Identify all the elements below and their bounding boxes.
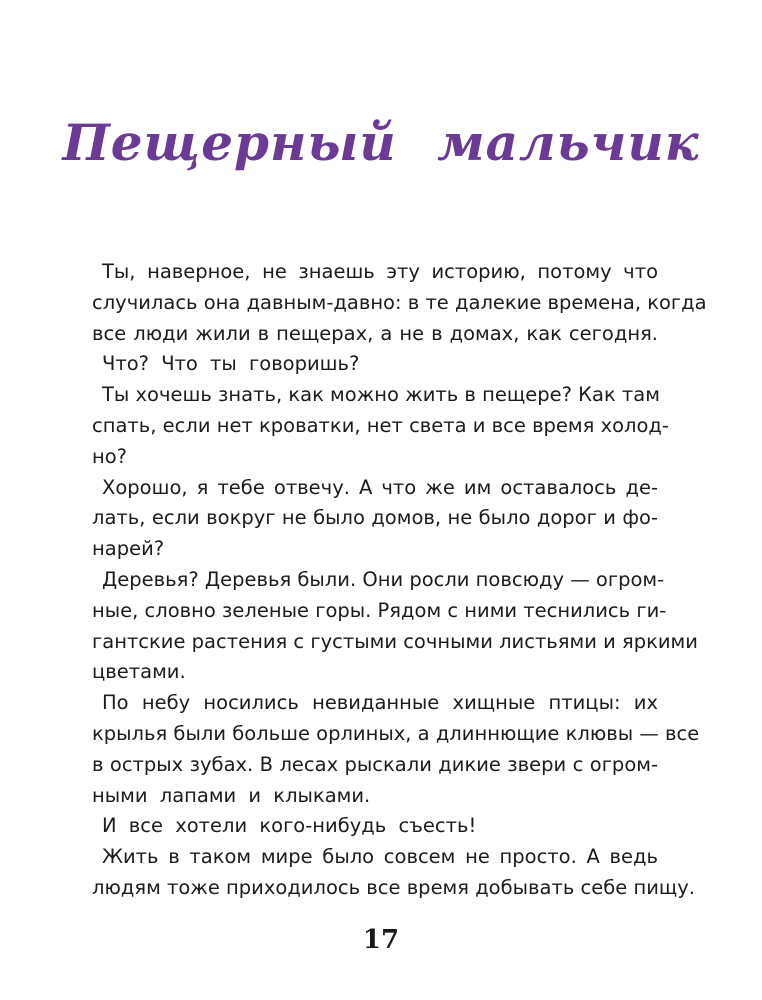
- text-line: нарей?: [92, 537, 165, 561]
- text-line: Деревья? Деревья были. Они росли повсюду — огром-: [102, 567, 665, 591]
- text-line: По небу носились невиданные хищные птицы: их: [102, 691, 658, 715]
- text-line: крылья были больше орлиных, а длиннющие клювы — все: [92, 721, 700, 745]
- page-title: Пещерный мальчик: [62, 113, 700, 172]
- story-text: [92, 257, 707, 904]
- text-line: случилась она давным-давно: в те далекие времена, когда: [92, 290, 707, 314]
- text-line: Что? Что ты говоришь?: [102, 352, 360, 376]
- text-line: Хорошо, я тебе отвечу. А что же им оставалось де-: [102, 475, 658, 499]
- text-line: И все хотели кого-нибудь съесть!: [102, 814, 477, 838]
- paragraph: [92, 842, 695, 904]
- paragraph: [92, 473, 658, 565]
- paragraph: [92, 688, 700, 811]
- paragraph: [92, 811, 658, 842]
- text-line: гантские растения с густыми сочными листьями и яркими: [92, 629, 698, 653]
- paragraph: [92, 565, 698, 688]
- text-line: ные, словно зеленые горы. Рядом с ними теснились ги-: [92, 598, 667, 622]
- text-line: Ты хочешь знать, как можно жить в пещере? Как там: [102, 383, 660, 407]
- text-line: спать, если нет кроватки, нет света и все время холод-: [92, 413, 669, 437]
- paragraph: [92, 380, 669, 472]
- text-line: Ты, наверное, не знаешь эту историю, потому что: [102, 260, 658, 283]
- text-line: но?: [92, 444, 128, 468]
- page-number: 17: [362, 925, 400, 955]
- paragraph: [92, 257, 707, 349]
- text-line: людям тоже приходилось все время добывать себе пищу.: [92, 875, 695, 899]
- text-line: Жить в таком мире было совсем не просто. А ведь: [102, 845, 658, 869]
- text-line: все люди жили в пещерах, а не в домах, как сегодня.: [92, 321, 658, 345]
- text-line: лать, если вокруг не было домов, не было дорог и фо-: [92, 506, 658, 530]
- paragraph: [92, 349, 658, 380]
- text-line: в острых зубах. В лесах рыскали дикие звери с огром-: [92, 752, 658, 776]
- text-line: цветами.: [92, 660, 186, 684]
- text-line: ными лапами и клыками.: [92, 783, 371, 807]
